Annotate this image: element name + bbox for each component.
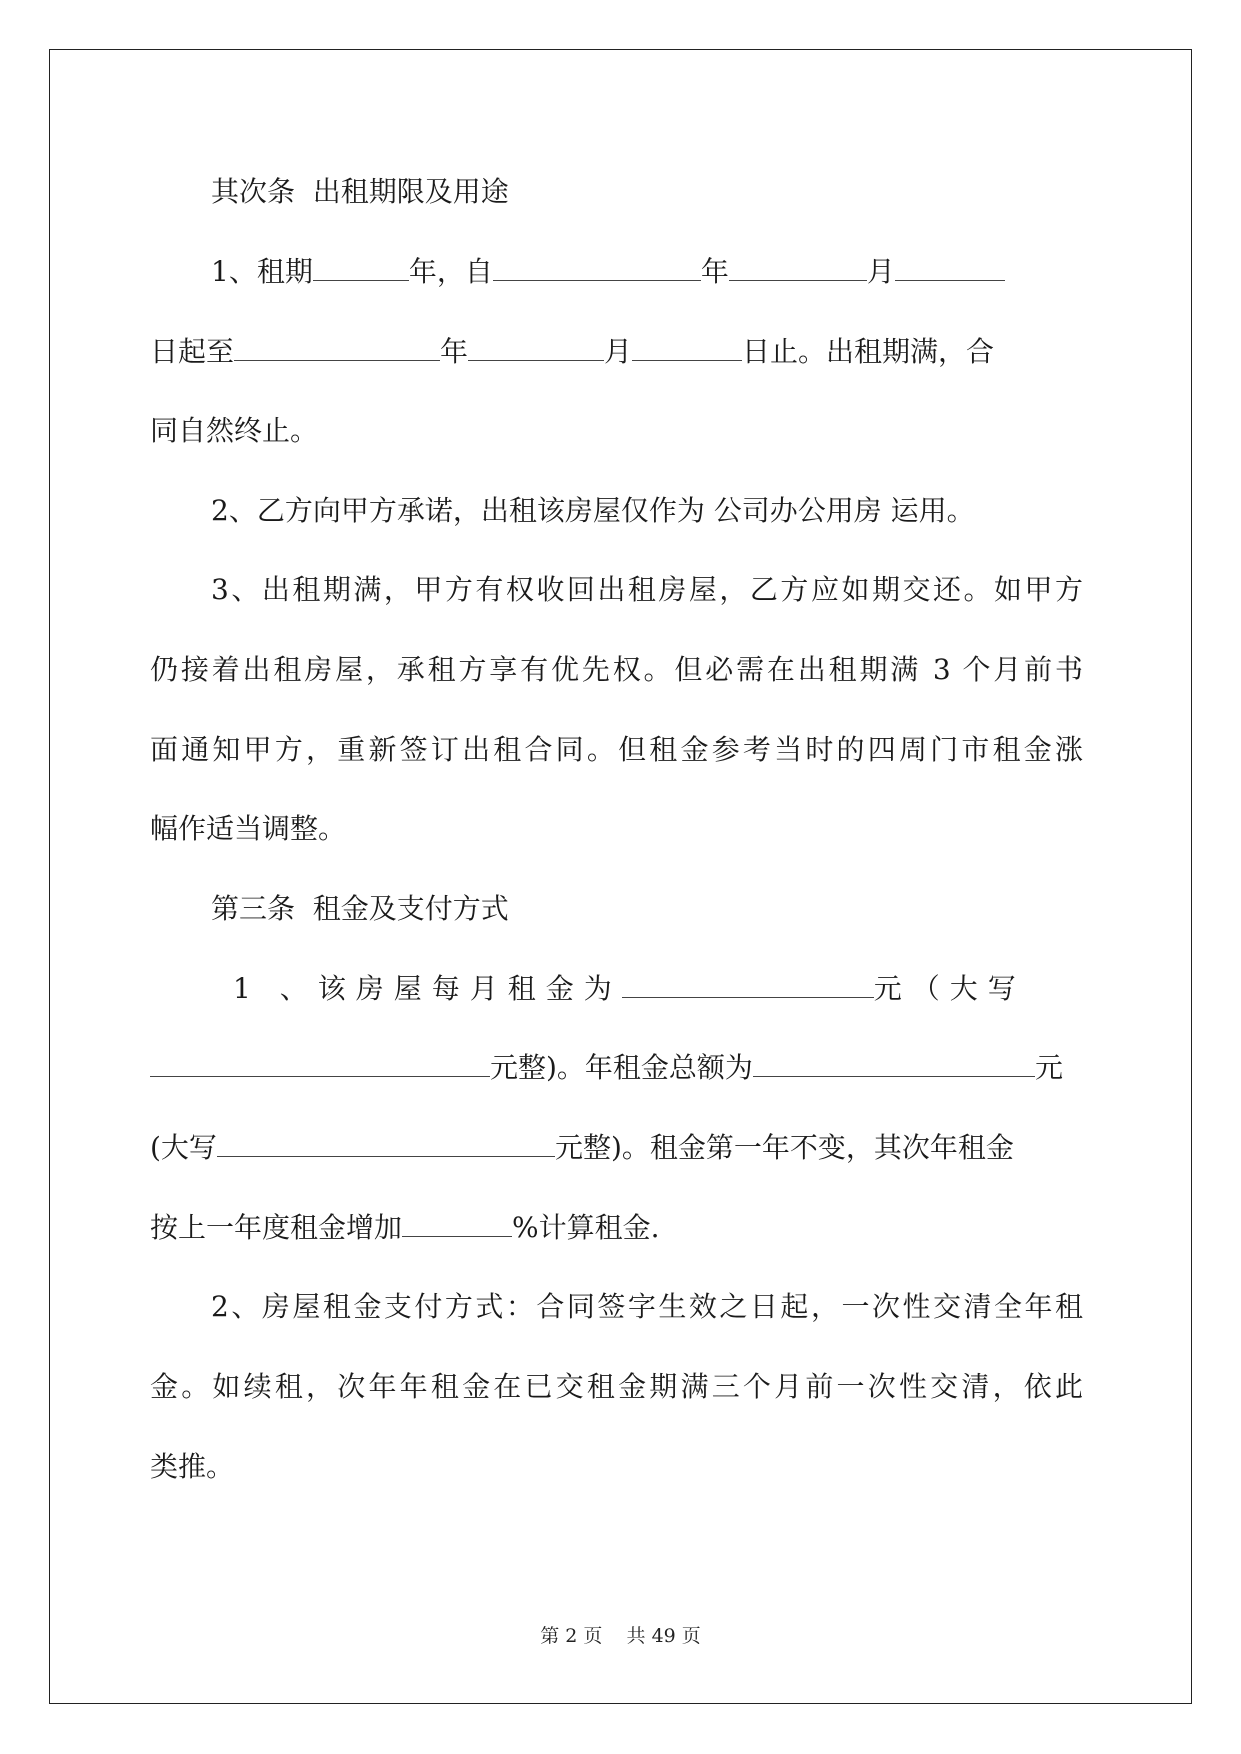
section-heading-3 [211,887,1083,931]
payment-line-2: 金。如续租，次年年租金在已交租金期满三个月前一次性交清，依此 [150,1370,1083,1403]
rent-line-3 [150,1126,1083,1170]
rent-line-4 [150,1206,1083,1250]
heading-text: 第三条 租金及支付方式 [211,892,509,925]
blank-field[interactable] [468,330,604,361]
section-heading-2 [211,170,1083,214]
clause-2-3-line-1: 3、出租期满，甲方有权收回出租房屋，乙方应如期交还。如甲方 [211,573,1083,606]
page-number: 第 2 页 共 49 页 [540,1625,701,1647]
text: 元（大写 [873,972,1026,1005]
blank-field[interactable] [234,330,440,361]
term-line-3 [150,409,1083,453]
text: (大写 [150,1131,217,1164]
rent-line-1 [233,967,1083,1011]
term-line-2 [150,330,1083,374]
text: 月 [866,255,895,288]
text: 日止。出租期满，合 [742,335,995,368]
blank-field[interactable] [895,250,1005,281]
text: 月 [604,335,633,368]
text: 元 [1034,1051,1063,1084]
rent-line-2 [150,1046,1083,1090]
text: 元整)。年租金总额为 [490,1051,753,1084]
payment-line-1: 2、房屋租金支付方式：合同签字生效之日起，一次性交清全年租 [211,1290,1083,1323]
payment-line-3: 类推。 [150,1450,235,1483]
term-line-1 [211,250,1083,294]
text: 年 [440,335,469,368]
blank-field[interactable] [729,250,867,281]
clause-2-3-line-2: 仍接着出租房屋，承租方享有优先权。但必需在出租期满 3 个月前书 [150,653,1083,686]
text: 2、乙方向甲方承诺，出租该房屋仅作为 公司办公用房 运用。 [211,494,975,527]
blank-field[interactable] [217,1126,555,1157]
text: 1、租期 [211,255,313,288]
text: 日起至 [150,335,235,368]
text: %计算租金. [512,1211,660,1244]
text: 按上一年度租金增加 [150,1211,403,1244]
text: 元整)。租金第一年不变，其次年租金 [554,1131,1014,1164]
text: 1 、该房屋每月租金为 [233,972,622,1005]
blank-field[interactable] [753,1046,1035,1077]
blank-field[interactable] [402,1206,512,1237]
blank-field[interactable] [313,250,409,281]
blank-field[interactable] [622,967,874,998]
text: 同自然终止。 [150,414,319,447]
clause-2-3-line-3: 面通知甲方，重新签订出租合同。但租金参考当时的四周门市租金涨 [150,733,1083,766]
clause-2-3-line-4: 幅作适当调整。 [150,812,347,845]
text: 年 [700,255,729,288]
blank-field[interactable] [493,250,701,281]
blank-field[interactable] [150,1046,490,1077]
heading-text: 其次条 出租期限及用途 [211,175,509,208]
text: 年，自 [408,255,493,288]
clause-2-2 [211,489,1083,533]
blank-field[interactable] [632,330,742,361]
